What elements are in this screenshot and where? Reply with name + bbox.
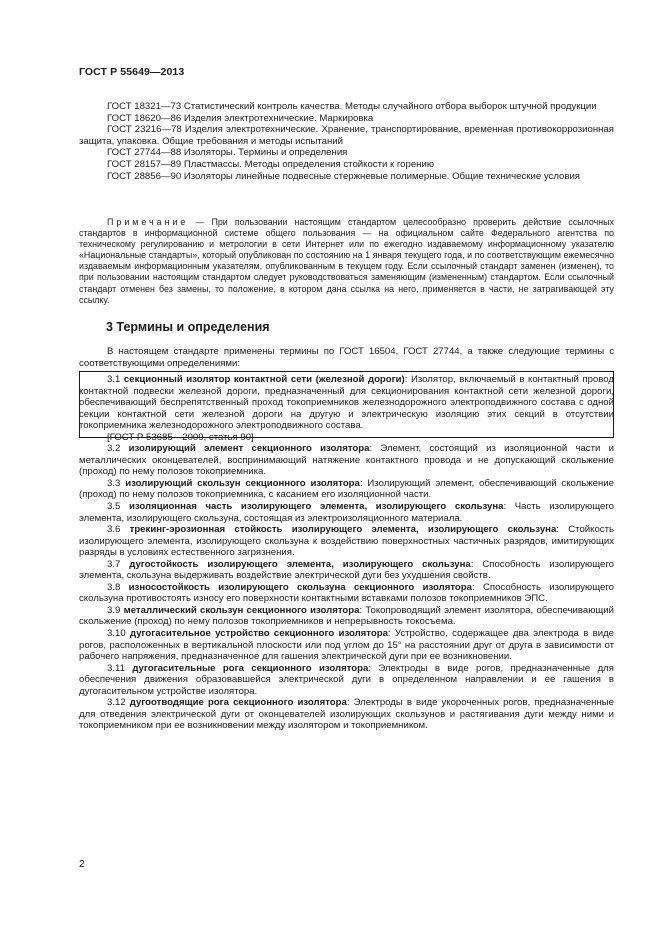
term-item <box>79 501 614 524</box>
reference-item: ГОСТ 28856—90 Изоляторы линейные подвесные стержневые полимерные. Общие технические условия <box>107 170 581 182</box>
term-number: 3.6 <box>107 524 130 536</box>
term-item <box>79 478 614 501</box>
term-definition: : Часть изолирующего элемента, изолирующего скользуна, состоящая из электроизоляционного материала. <box>79 501 614 524</box>
note-paragraph <box>79 217 614 306</box>
term-item <box>79 582 614 605</box>
references-list <box>79 101 614 182</box>
term-item <box>79 559 614 582</box>
reference-item: ГОСТ 18620—86 Изделия электротехнические. Маркировка <box>107 112 374 124</box>
terms-list <box>79 374 614 732</box>
term-definition: : Элемент, состоящий из изоляционной части и металлических оконцевателей, воспринимающий натяжение контактного провода и не допускающий скольжение (проход) по нему полозов токоприемника. <box>79 443 614 478</box>
page-number: 2 <box>79 858 85 870</box>
term-name: дугоотводящие рога секционного изолятора <box>129 697 347 709</box>
term-number: 3.11 <box>107 662 133 674</box>
term-definition: : Способность изолирующего скользуна противостоять износу его поверхности контактными вставками полозов токоприемников ЭПС. <box>79 581 614 605</box>
term-item <box>79 663 614 698</box>
reference-item: ГОСТ 27744—88 Изоляторы. Термины и определения <box>107 147 348 159</box>
term-definition: : Стойкость изолирующего элемента, изолирующего скользуна к воздействию поверхностных частичных разрядов, имитирующих разряды в условиях естественного загрязнения. <box>79 524 614 559</box>
term-item <box>79 605 614 628</box>
term-name: секционный изолятор контактной сети (железной дороги) <box>123 374 405 385</box>
term-name: износостойкость изолирующего скользуна секционного изолятора <box>128 581 472 593</box>
term-number: 3.2 <box>107 443 129 455</box>
term-number: 3.12 <box>107 697 130 709</box>
note-label: Примечание <box>107 217 189 227</box>
section-title: 3 Термины и определения <box>106 320 270 334</box>
term-number: 3.9 <box>107 604 124 616</box>
term-item <box>79 374 614 432</box>
term-number: 3.5 <box>107 501 129 513</box>
note-text: — При пользовании настоящим стандартом целесообразно проверить действие ссылочных стандартов в информационной системе общего пользования — на официальном сайте Федерального агентства по техническому регулированию и метрологии в сети Интернет или по ежегодно издаваемому информационному указателю «Национальные стандарты», который опубликован по состоянию на 1 января текущего года, и по соответствующим ежемесячно издаваемым информационным указателям, опубликованным в текущем году. Если ссылочный стандарт заменен (изменен), то при пользовании настоящим стандартом следует руководствоваться заменяющим (измененным) стандартом. Если ссылочный стандарт отменен без замены, то положение, в котором дана ссылка на него, применяется в части, не затрагивающей эту ссылку. <box>79 217 614 305</box>
term-item <box>79 697 614 732</box>
reference-item: ГОСТ 28157—89 Пластмассы. Методы определения стойкости к горению <box>107 158 435 170</box>
term-name: трекинг-эрозионная стойкость изолирующего элемента, изолирующего скользуна <box>129 524 557 536</box>
term-definition: : Изолятор, включаемый в контактный провод контактной подвески железной дороги, предназначенный для секционирования контактной сети железной дороги, обеспечивающий беспрепятственный проход токоприемников железнодорожного электроподвижного состава с одной секции контактной сети железной дороги на другую и электрическую изоляцию этих секций в отсутствии токоприемника железнодорожного электроподвижного состава. <box>79 374 614 432</box>
term-definition: : Электроды в виде рогов, предназначенные для обеспечения движения образовавшейся электрической дуги в определенном направлении и ее гашения в дугогасительном устройстве изолятора. <box>79 662 614 697</box>
term-definition: : Изолирующий элемент, обеспечивающий скольжение (проход) по нему полозов токоприемника, с касанием его изоляционной части. <box>79 477 614 501</box>
term-number: 3.10 <box>107 628 130 640</box>
term-name: изоляционная часть изолирующего элемента, изолирующего скользуна <box>128 501 504 513</box>
term-item <box>79 443 614 478</box>
term-definition: : Токопроводящий элемент изолятора, обеспечивающий скольжение (проход) по нему полозов токоприемников и непрерывность токосъема. <box>79 604 614 628</box>
term-name: изолирующий элемент секционного изолятора <box>128 443 370 455</box>
page-header: ГОСТ Р 55649—2013 <box>79 66 185 78</box>
term-name: дугогасительное устройство секционного изолятора <box>130 628 388 640</box>
term-name: изолирующий скользун секционного изолятора <box>125 477 360 489</box>
term-number: 3.1 <box>107 374 124 385</box>
reference-item: ГОСТ 23216—78 Изделия электротехнические. Хранение, транспортирование, временная противокоррозионная защита, упаковка. Общие требования и методы испытаний <box>79 124 614 147</box>
term-name: металлический скользун секционного изолятора <box>123 604 360 616</box>
term-definition: : Электроды в виде укороченных рогов, предназначенные для отведения электрической дуги от оконцевателей изолирующих скользунов и растягивания дуги между ними и токоприемником при ее возникновении между изолятором и токоприемником. <box>79 697 614 732</box>
term-definition: : Устройство, содержащее два электрода в виде рогов, расположенных в вертикальной плоскости или под углом до 15° на расстоянии друг от друга в зависимости от рабочего напряжения, предназначенное для гашения электрической дуги при ее возникновении. <box>79 628 614 663</box>
reference-item: ГОСТ 18321—73 Статистический контроль качества. Методы случайного отбора выборок штучной продукции <box>107 101 597 112</box>
section-intro: В настоящем стандарте применены термины по ГОСТ 16504, ГОСТ 27744, а также следующие термины с соответствующими определениями: <box>79 346 614 369</box>
term-item <box>79 524 614 559</box>
term-number: 3.7 <box>107 558 130 570</box>
term-number: 3.8 <box>107 581 129 593</box>
term-item <box>79 628 614 663</box>
term-name: дугостойкость изолирующего элемента, изолирующего скользуна <box>129 558 471 570</box>
term-name: дугогасительные рога секционного изолятора <box>132 662 369 674</box>
term-definition: : Способность изолирующего элемента, скользуна выдерживать воздействие электрической дуги без ухудшения свойств. <box>79 558 614 582</box>
term-number: 3.3 <box>107 477 126 489</box>
term-source: [ГОСТ Р 53685—2009, статья 90] <box>107 431 254 443</box>
